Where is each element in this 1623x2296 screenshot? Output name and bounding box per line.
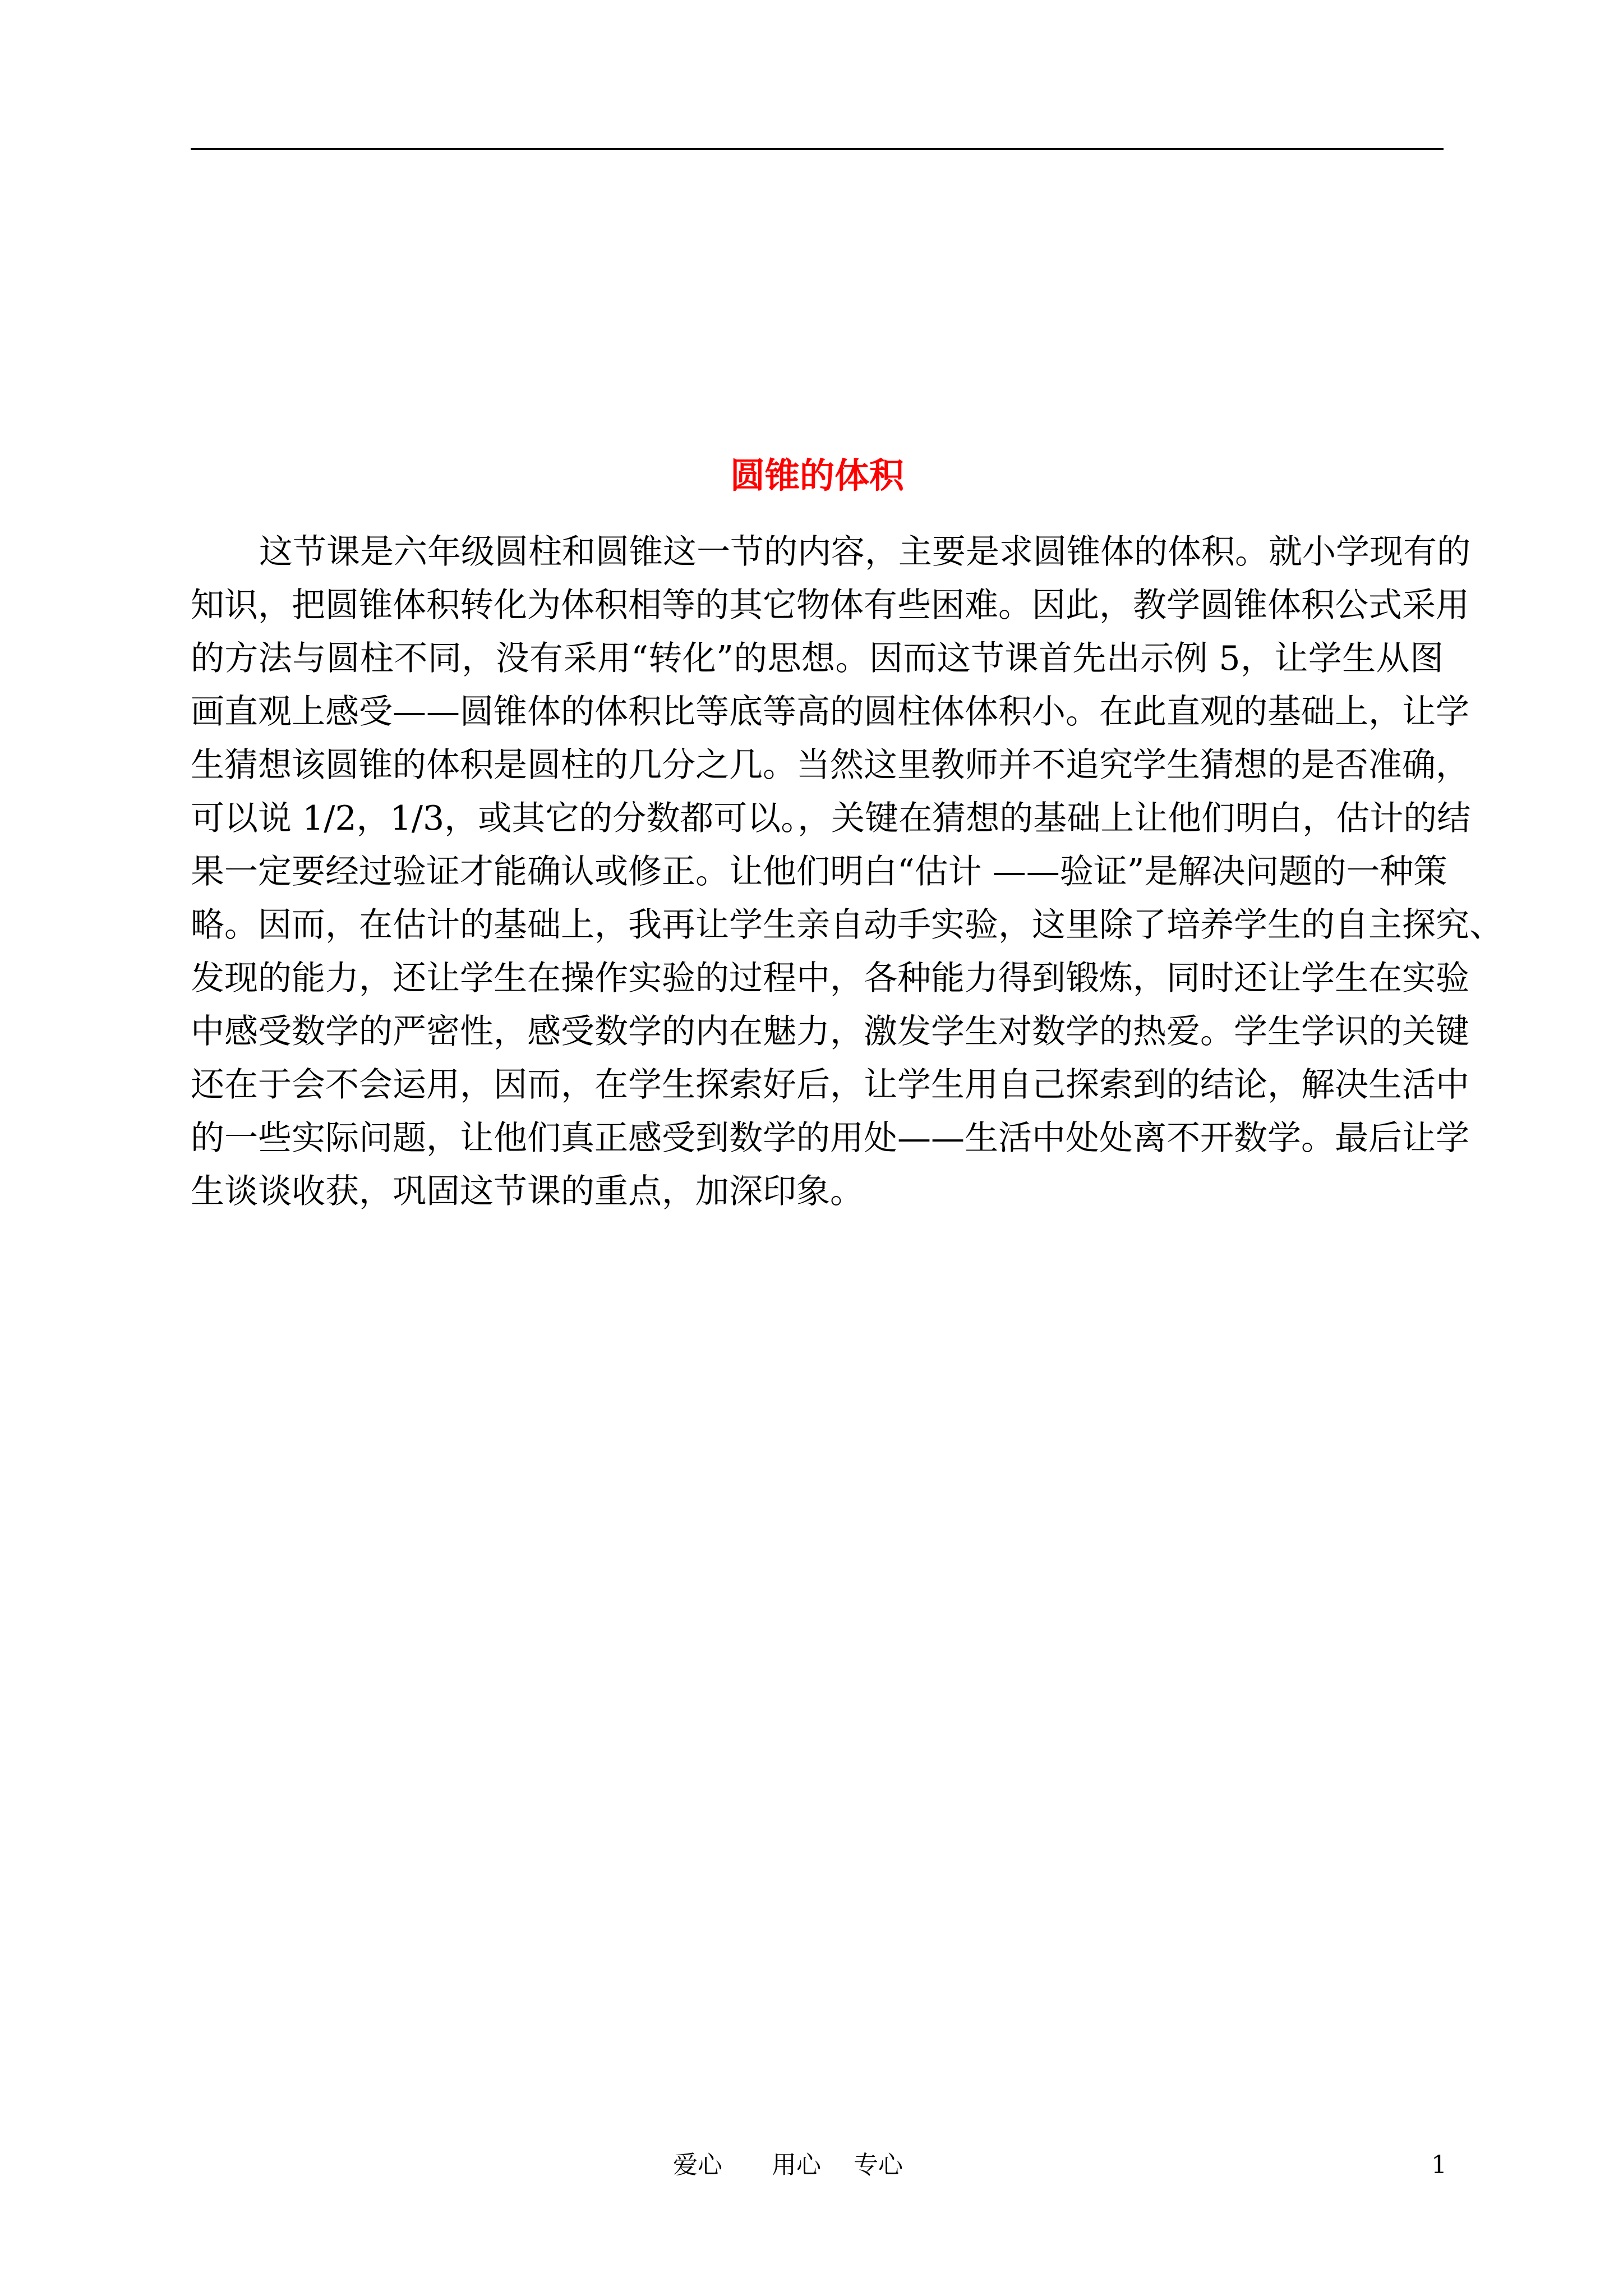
paragraph-line: 略。因而，在估计的基础上，我再让学生亲自动手实验，这里除了培养学生的自主探究、 xyxy=(191,905,1503,945)
paragraph-line: 还在于会不会运用，因而，在学生探索好后，让学生用自己探索到的结论，解决生活中 xyxy=(191,1065,1469,1105)
footer-motto xyxy=(673,2148,925,2182)
header-rule xyxy=(191,148,1444,150)
paragraph-line: 发现的能力，还让学生在操作实验的过程中，各种能力得到锻炼，同时还让学生在实验 xyxy=(191,959,1469,998)
paragraph-line: 这节课是六年级圆柱和圆锥这一节的内容，主要是求圆锥体的体积。就小学现有的 xyxy=(259,532,1470,572)
footer-motto-item: 专心 xyxy=(854,2151,903,2179)
paragraph-line: 的一些实际问题，让他们真正感受到数学的用处——生活中处处离不开数学。最后让学 xyxy=(191,1119,1469,1158)
paragraph-line: 中感受数学的严密性，感受数学的内在魅力，激发学生对数学的热爱。学生学识的关键 xyxy=(191,1012,1469,1051)
paragraph-line: 的方法与圆柱不同，没有采用“转化”的思想。因而这节课首先出示例 5，让学生从图 xyxy=(191,639,1444,678)
paragraph-line: 生谈谈收获，巩固这节课的重点，加深印象。 xyxy=(191,1172,864,1211)
paragraph-line: 可以说 1/2，1/3，或其它的分数都可以。，关键在猜想的基础上让他们明白，估计的结 xyxy=(191,799,1471,838)
footer-motto-item: 爱心 xyxy=(673,2151,722,2179)
paragraph-line: 生猜想该圆锥的体积是圆柱的几分之几。当然这里教师并不追究学生猜想的是否准确， xyxy=(191,746,1469,785)
page-number: 1 xyxy=(1431,2151,1447,2179)
body-paragraph xyxy=(191,526,1503,1218)
paragraph-line: 果一定要经过验证才能确认或修正。让他们明白“估计 ——验证”是解决问题的一种策 xyxy=(191,852,1447,891)
footer-motto-item: 用心 xyxy=(772,2151,821,2179)
paragraph-line: 画直观上感受——圆锥体的体积比等底等高的圆柱体体积小。在此直观的基础上，让学 xyxy=(191,692,1469,731)
paragraph-line: 知识，把圆锥体积转化为体积相等的其它物体有些困难。因此，教学圆锥体积公式采用 xyxy=(191,586,1469,625)
document-title: 圆锥的体积 xyxy=(730,455,904,496)
